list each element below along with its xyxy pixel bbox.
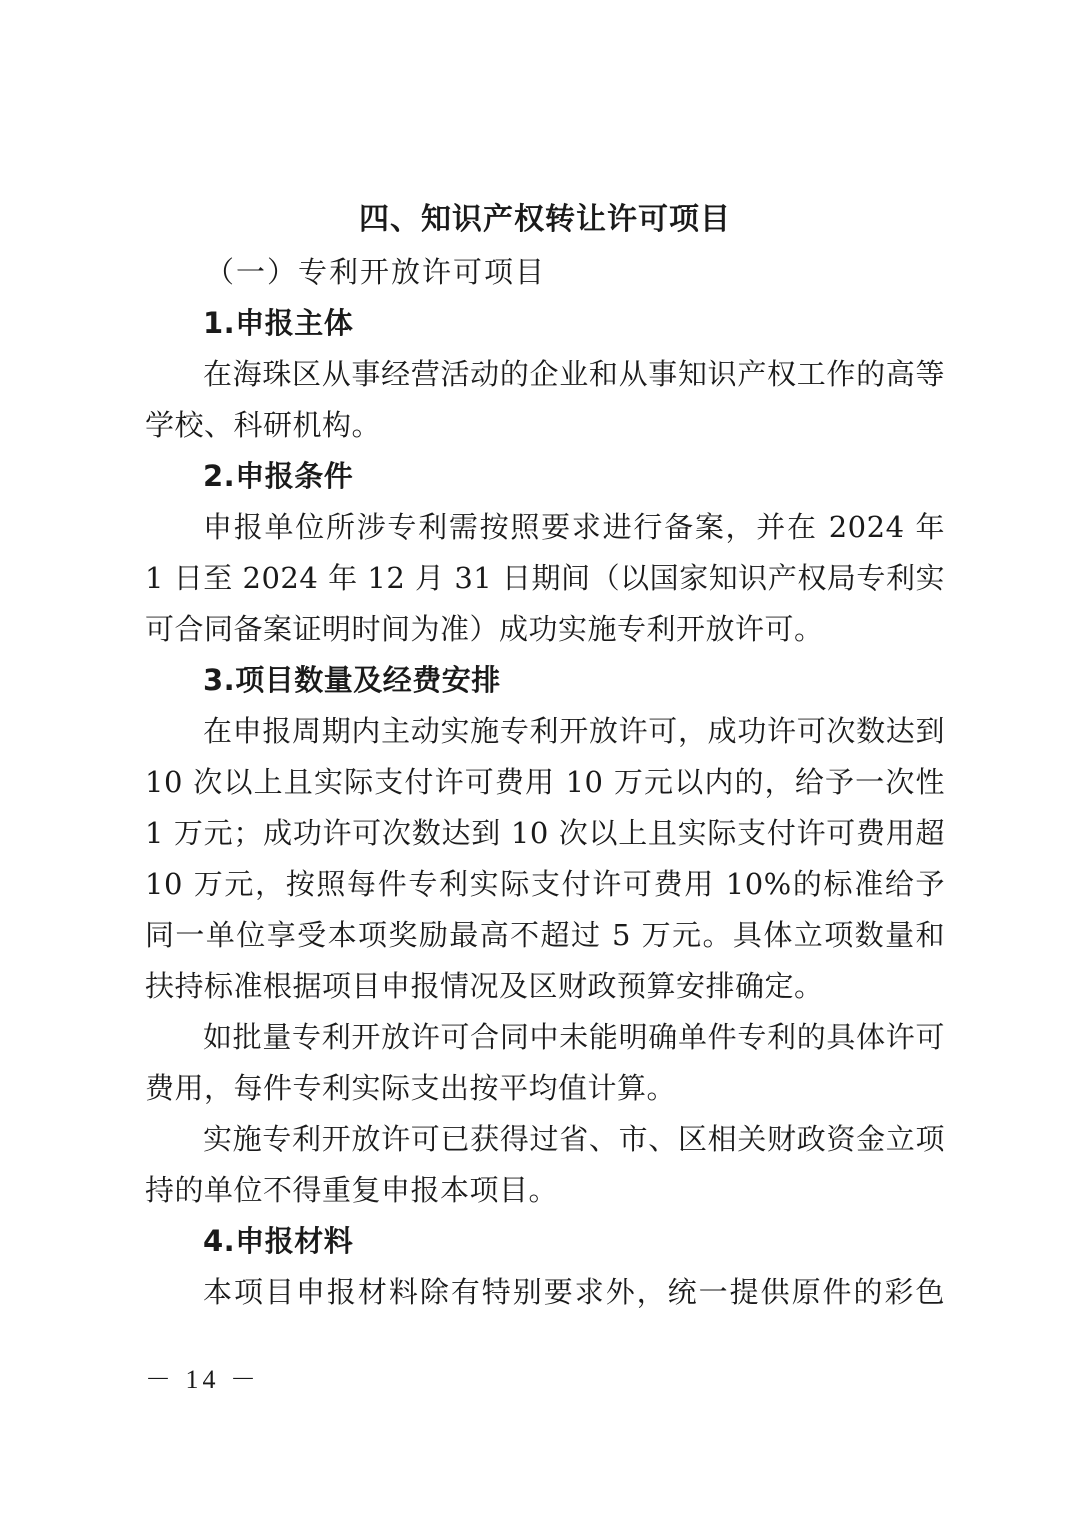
subsection-title: （一）专利开放许可项目 [205, 255, 547, 289]
item4-line-1: 本项目申报材料除有特别要求外，统一提供原件的彩色 [203, 1275, 945, 1309]
item3-para1-line-3: 1 万元；成功许可次数达到 10 次以上且实际支付许可费用超 [145, 816, 945, 850]
item3-para1-line-5: 同一单位享受本项奖励最高不超过 5 万元。具体立项数量和 [145, 918, 945, 952]
item3-para3-line-2: 持的单位不得重复申报本项目。 [145, 1173, 559, 1207]
page-number: － 14 － [145, 1365, 261, 1394]
item3-para2-line-2: 费用，每件专利实际支出按平均值计算。 [145, 1071, 677, 1105]
item3-para1-line-4: 10 万元，按照每件专利实际支付许可费用 10%的标准给予 [145, 867, 945, 901]
item1-line-1: 在海珠区从事经营活动的企业和从事知识产权工作的高等 [203, 357, 945, 391]
item2-heading: 2.申报条件 [203, 459, 354, 493]
item2-line-2: 1 日至 2024 年 12 月 31 日期间（以国家知识产权局专利实 [145, 561, 945, 595]
item3-para2-line-1: 如批量专利开放许可合同中未能明确单件专利的具体许可 [203, 1020, 945, 1054]
item3-para3-line-1: 实施专利开放许可已获得过省、市、区相关财政资金立项 [203, 1122, 945, 1156]
item3-para1-line-6: 扶持标准根据项目申报情况及区财政预算安排确定。 [145, 969, 824, 1003]
section-title: 四、知识产权转让许可项目 [359, 202, 731, 237]
item3-para1-line-1: 在申报周期内主动实施专利开放许可，成功许可次数达到 [203, 714, 945, 748]
item2-line-1: 申报单位所涉专利需按照要求进行备案，并在 2024 年 [203, 510, 945, 544]
item3-para1-line-2: 10 次以上且实际支付许可费用 10 万元以内的，给予一次性 [145, 765, 945, 799]
item1-line-2: 学校、科研机构。 [145, 408, 382, 442]
item3-heading: 3.项目数量及经费安排 [203, 663, 501, 697]
item1-heading: 1.申报主体 [203, 306, 354, 340]
item4-heading: 4.申报材料 [203, 1224, 354, 1258]
item2-line-3: 可合同备案证明时间为准）成功实施专利开放许可。 [145, 612, 824, 646]
